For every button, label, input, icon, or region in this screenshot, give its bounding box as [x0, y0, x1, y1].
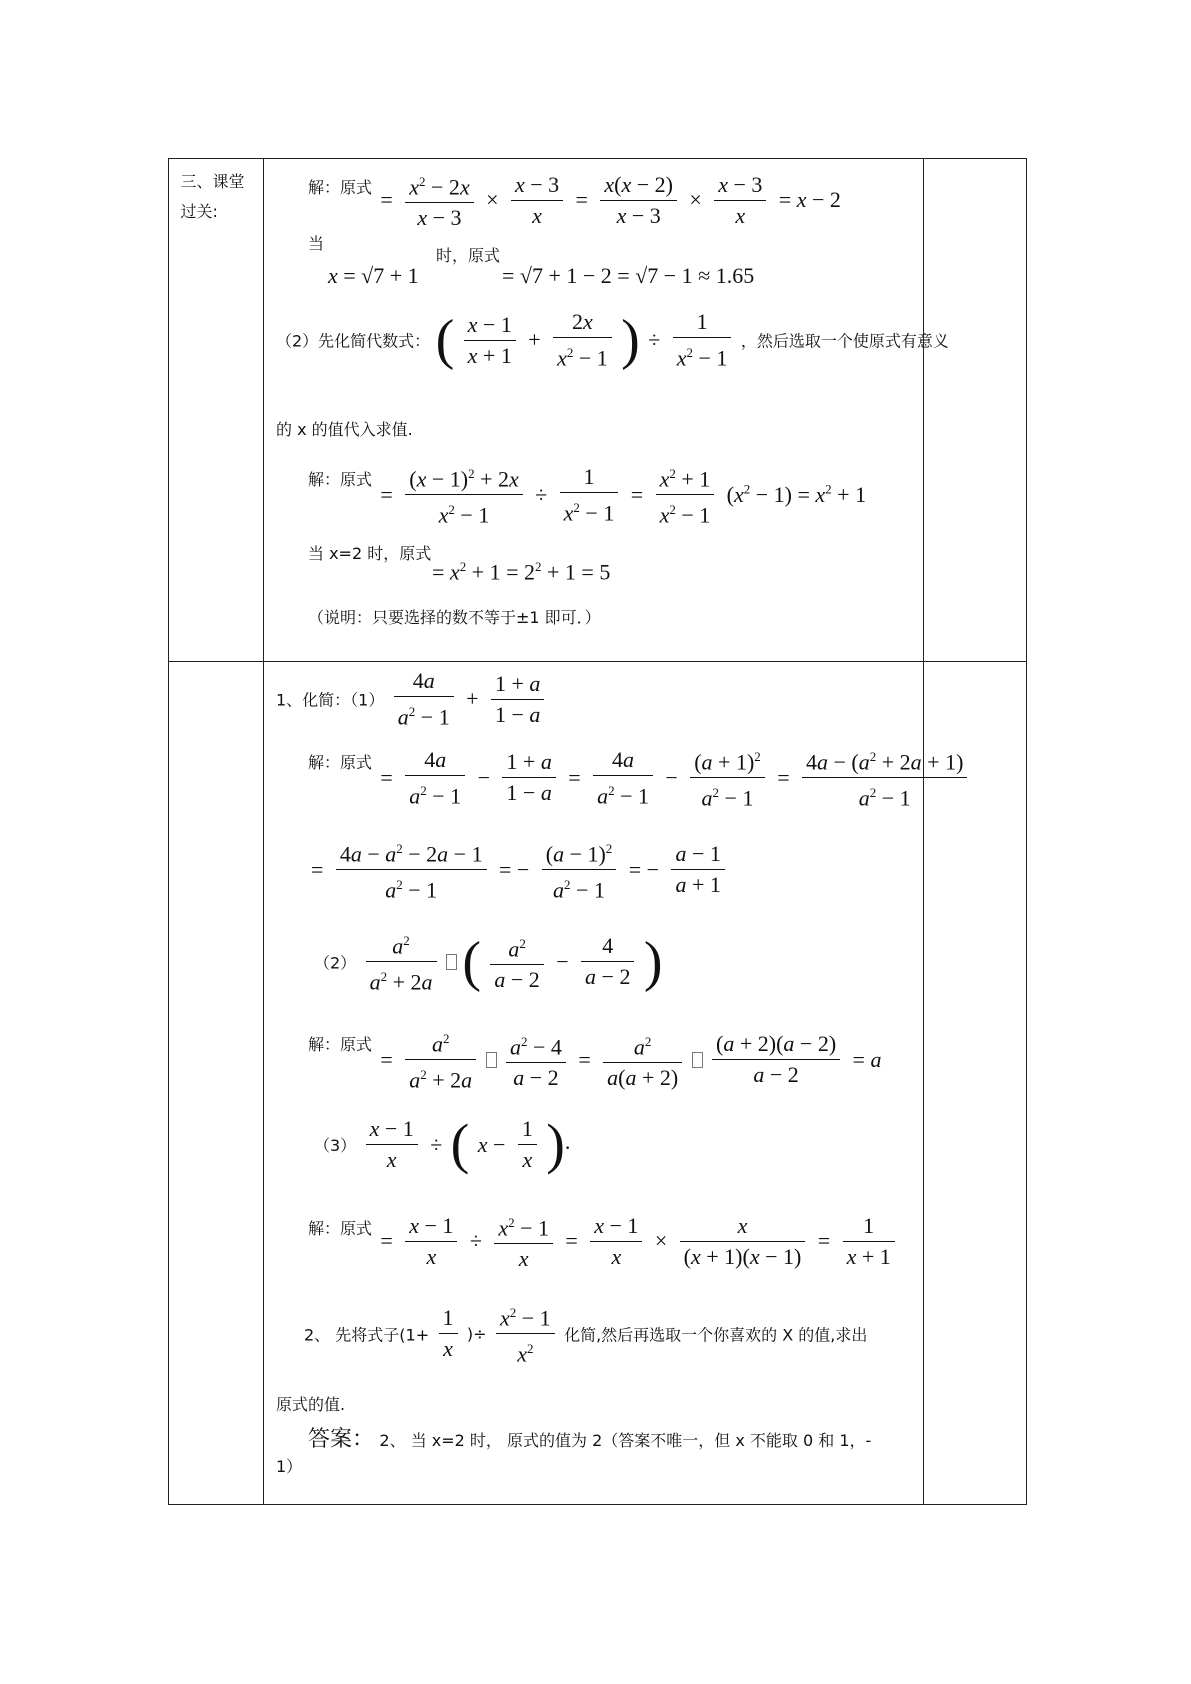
section-label: 三、课堂过关:: [180, 171, 245, 221]
question-2b: 2、 先将式子(1+ $\frac{1}{x}$ )÷ $\frac{x^2 - 1}{x^2}$ 化简,然后再选取一个你喜欢的 X 的值,求出: [304, 1298, 867, 1370]
content-cell-1: [264, 159, 949, 662]
when-tail: 时，原式: [436, 246, 501, 265]
question-2: （2）先化简代数式： ( $\frac{x - 1}{x + 1}$ + $\frac{2x}{x^2 - 1}$ ) ÷ $\frac{1}{x^2 - 1}$ ，然后选取一个使原式有意义: [276, 309, 949, 372]
placeholder-box: [446, 954, 457, 970]
solution-p3: 解：原式 = $\frac{x - 1}{x}$ ÷ $\frac{x^2 - 1}{x}$ = $\frac{x - 1}{x}$ × $\frac{x}{(x + 1)(x - 1)}$ = $\frac{1}{x + 1}$: [308, 1208, 899, 1274]
lesson-table: [168, 158, 1027, 1505]
problem-2: （2） $\frac{a^2}{a^2 + 2a}$ ( $\frac{a^2}{a - 2}$ − $\frac{4}{a - 2}$ ): [314, 926, 663, 998]
label-cell-1: [169, 159, 264, 662]
answer-label: 答案：: [308, 1427, 375, 1452]
note: （说明：只要选择的数不等于±1 即可．）: [308, 608, 601, 627]
q2b-line-2: 原式的值.: [276, 1395, 346, 1414]
side-cell-1: [924, 159, 1027, 662]
value-result-2: = $x^2 + 1 = 2^2 + 1 = 5$: [432, 559, 611, 585]
solution-line-2: 解：原式 = $\frac{(x - 1)^2 + 2x}{x^2 - 1}$ ÷ $\frac{1}{x^2 - 1}$ = $\frac{x^2 + 1}{x^2 - 1}$ $(x^2 - 1) = x^2 + 1$: [308, 459, 869, 531]
when-label: 当: [308, 234, 325, 253]
answer: [308, 1422, 871, 1453]
substitution-line-1: [308, 234, 325, 264]
solution-label: 解：原式: [308, 178, 373, 197]
solution-p1-line-1: 解：原式 = $\frac{4a}{a^2 - 1}$ − $\frac{1 + a}{1 - a}$ = $\frac{4a}{a^2 - 1}$ − $\frac{(a + 1)^2}{a^2 - 1}$ = $\frac{4a - (a^2 + 2a + 1)}{a^2 - 1}$: [308, 742, 971, 814]
value-result-1: = √7 + 1 − 2 = √7 − 1 ≈ 1.65: [502, 263, 755, 288]
solution-p2: 解：原式 = $\frac{a^2}{a^2 + 2a}$ $\frac{a^2 - 4}{a - 2}$ = $\frac{a^2}{a(a + 2)}$ $\frac{(a + 2)(a - 2)}{a - 2}$ = a: [308, 1024, 884, 1096]
problem-3: （3） $\frac{x - 1}{x}$ ÷ ( x − $\frac{1}{x}$ ).: [314, 1113, 571, 1176]
q2-tail: ，然后选取一个使原式有意义: [740, 331, 949, 351]
content-cell-2: [264, 662, 964, 1505]
label-cell-2: [169, 171, 264, 1505]
q2-line-2: 的 x 的值代入求值.: [276, 420, 413, 439]
when-label-2: 当 x=2 时，原式: [308, 544, 432, 563]
problem-1: 1、化简：（1） $\frac{4a}{a^2 - 1}$ + $\frac{1 + a}{1 - a}$: [276, 666, 548, 732]
solution-line-1: 解：原式 = $\frac{x^2 - 2x}{x - 3}$ × $\frac{x - 3}{x}$ = $\frac{x(x - 2)}{x - 3}$ × $\frac{x - 3}{x}$ = x − 2: [308, 167, 844, 233]
value-x: x = √7 + 1: [328, 263, 419, 288]
answer-text-2: 1）: [276, 1457, 303, 1476]
solution-p1-line-2: = $\frac{4a - a^2 - 2a - 1}{a^2 - 1}$ = − $\frac{(a - 1)^2}{a^2 - 1}$ = − $\frac{a - 1}{a + 1}$: [308, 834, 729, 906]
q2-prefix: （2）先化简代数式：: [276, 331, 431, 351]
answer-text: 2、 当 x=2 时， 原式的值为 2（答案不唯一，但 x 不能取 0 和 1，-: [379, 1431, 872, 1450]
